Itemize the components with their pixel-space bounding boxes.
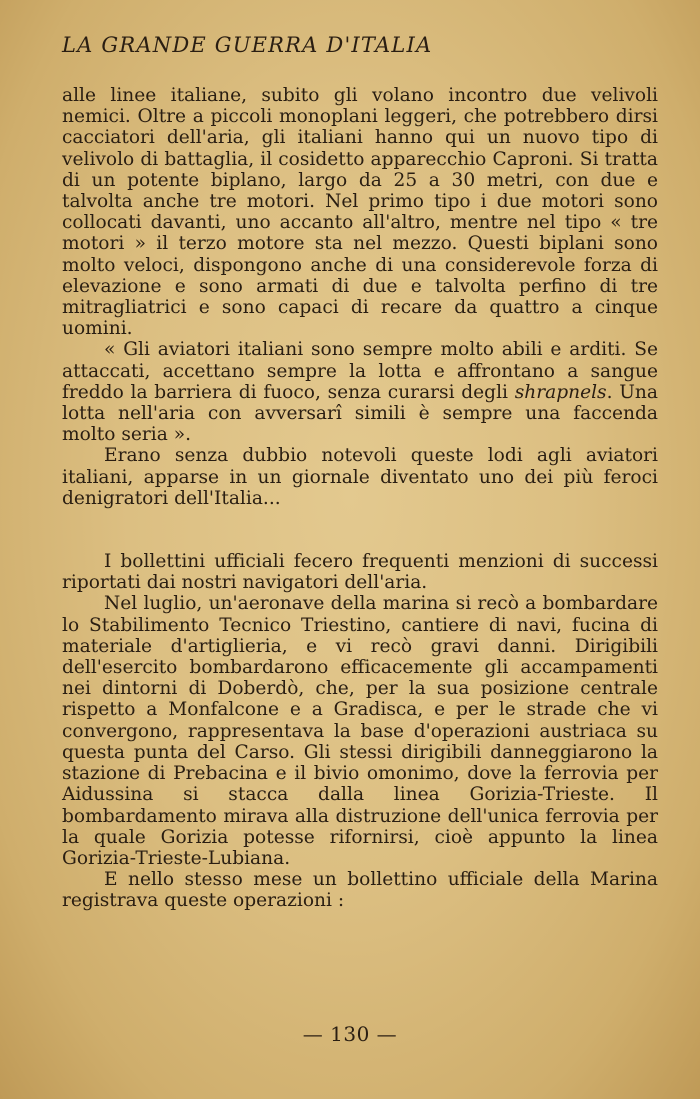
page-number: — 130 — <box>302 1022 398 1046</box>
section-break <box>62 509 658 551</box>
paragraph: alle linee italiane, subito gli volano incontro due velivoli nemici. Oltre a piccoli monoplani leggeri, che potrebbero dirsi cacciatori dell'aria, gli italiani hanno qui un nuovo tipo di velivolo di battaglia, il cosidetto apparecchio Caproni. Si tratta di un potente biplano, largo da 25 a 30 metri, con due e talvolta anche tre motori. Nel primo tipo i due motori sono collocati davanti, uno accanto all'altro, mentre nel tipo « tre motori » il terzo motore sta nel mezzo. Questi biplani sono molto veloci, dispongono anche di una considerevole forza di elevazione e sono armati di due e talvolta perfino di tre mitragliatrici e sono capaci di recare da quattro a cinque uomini. <box>62 85 658 340</box>
running-head: LA GRANDE GUERRA D'ITALIA <box>62 33 433 57</box>
body-text <box>62 85 658 912</box>
paragraph <box>62 339 658 445</box>
paragraph-text: « Gli aviatori italiani sono sempre molto abili e arditi. Se attaccati, accettano sempre la lotta e affrontano a sangue freddo la barriera di fuoco, senza curarsi degli <box>62 339 658 403</box>
paragraph: E nello stesso mese un bollettino ufficiale della Marina registrava queste operazioni : <box>62 869 658 912</box>
italic-term: shrapnels <box>514 381 607 403</box>
paragraph: Nel luglio, un'aeronave della marina si recò a bombardare lo Stabilimento Tecnico Triestino, cantiere di navi, fucina di materiale d'artiglieria, e vi recò gravi danni. Dirigibili dell'esercito bombardarono efficacemente gli accampamenti nei dintorni di Doberdò, che, per la sua posizione centrale rispetto a Monfalcone e a Gradisca, e per le strade che vi convergono, rappresentava la base d'operazioni austriaca su questa punta del Carso. Gli stessi dirigibili danneggiarono la stazione di Prebacina e il bivio omonimo, dove la ferrovia per Aidussina si stacca dalla linea Gorizia-Trieste. Il bombardamento mirava alla distruzione dell'unica ferrovia per la quale Gorizia potesse rifornirsi, cioè appunto la linea Gorizia-Trieste-Lubiana. <box>62 593 658 869</box>
paragraph-text: . Una lotta nell'aria con avversarî simili è sempre una faccenda molto seria ». <box>62 381 658 446</box>
paragraph: Erano senza dubbio notevoli queste lodi agli aviatori italiani, apparse in un giornale diventato uno dei più feroci denigratori dell'Italia... <box>62 445 658 509</box>
paragraph: I bollettini ufficiali fecero frequenti menzioni di successi riportati dai nostri navigatori dell'aria. <box>62 551 658 594</box>
